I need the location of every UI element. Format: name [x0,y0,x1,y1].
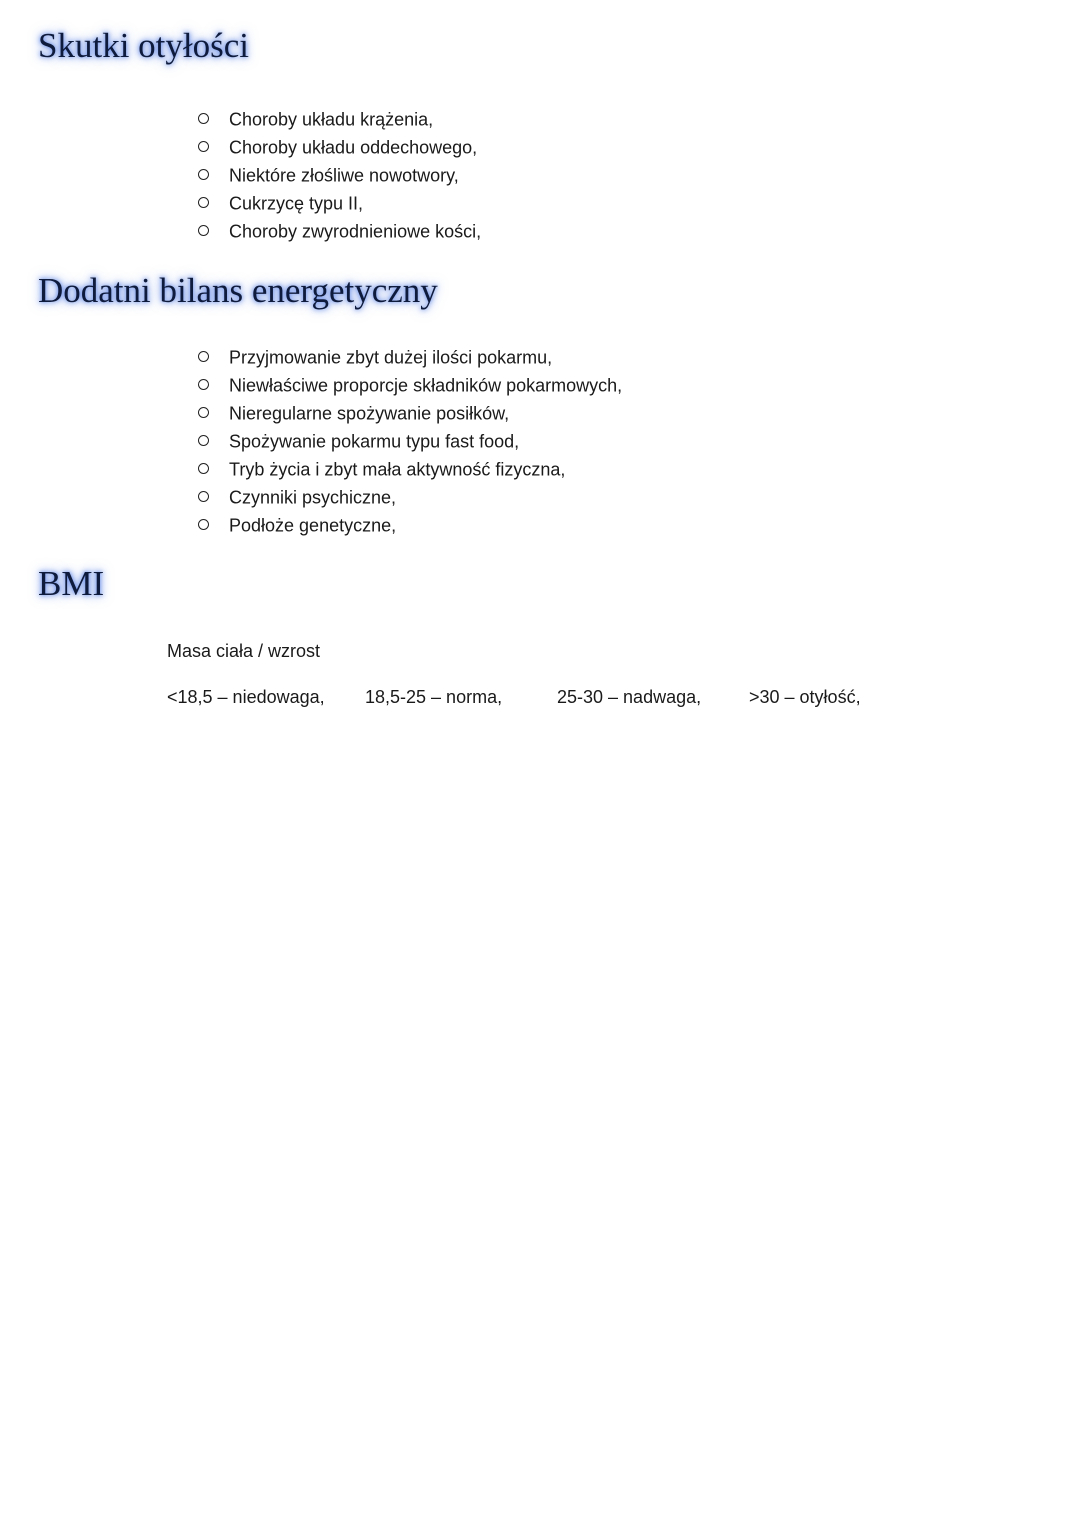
list-item: Podłoże genetyczne, [198,510,622,538]
list-item: Choroby układu krążenia, [198,104,481,132]
list-item: Czynniki psychiczne, [198,482,622,510]
circle-bullet-icon [198,435,209,446]
obesity-effects-list [198,104,481,244]
circle-bullet-icon [198,169,209,180]
list-item: Spożywanie pokarmu typu fast food, [198,426,622,454]
list-item: Przyjmowanie zbyt dużej ilości pokarmu, [198,342,622,370]
list-item: Tryb życia i zbyt mała aktywność fizyczna, [198,454,622,482]
bmi-formula: Masa ciała / wzrost [167,641,321,661]
list-item: Niektóre złośliwe nowotwory, [198,160,481,188]
heading-energy-balance: Dodatni bilans energetyczny [38,271,438,310]
list-item: Cukrzycę typu II, [198,188,481,216]
heading-obesity-effects: Skutki otyłości [38,26,249,65]
list-item: Choroby zwyrodnieniowe kości, [198,216,481,244]
circle-bullet-icon [198,197,209,208]
circle-bullet-icon [198,351,209,362]
list-item: Choroby układu oddechowego, [198,132,481,160]
heading-bmi: BMI [38,564,105,603]
circle-bullet-icon [198,491,209,502]
list-item: Niewłaściwe proporcje składników pokarmowych, [198,370,622,398]
list-item: Nieregularne spożywanie posiłków, [198,398,622,426]
bmi-range-normal: 18,5-25 – norma, [365,687,503,707]
circle-bullet-icon [198,141,209,152]
circle-bullet-icon [198,519,209,530]
bmi-range-overweight: 25-30 – nadwaga, [557,687,702,707]
circle-bullet-icon [198,407,209,418]
bmi-range-underweight: <18,5 – niedowaga, [167,687,325,707]
circle-bullet-icon [198,463,209,474]
bmi-range-obesity: >30 – otyłość, [749,687,861,707]
circle-bullet-icon [198,113,209,124]
circle-bullet-icon [198,379,209,390]
circle-bullet-icon [198,225,209,236]
energy-balance-list [198,342,622,538]
